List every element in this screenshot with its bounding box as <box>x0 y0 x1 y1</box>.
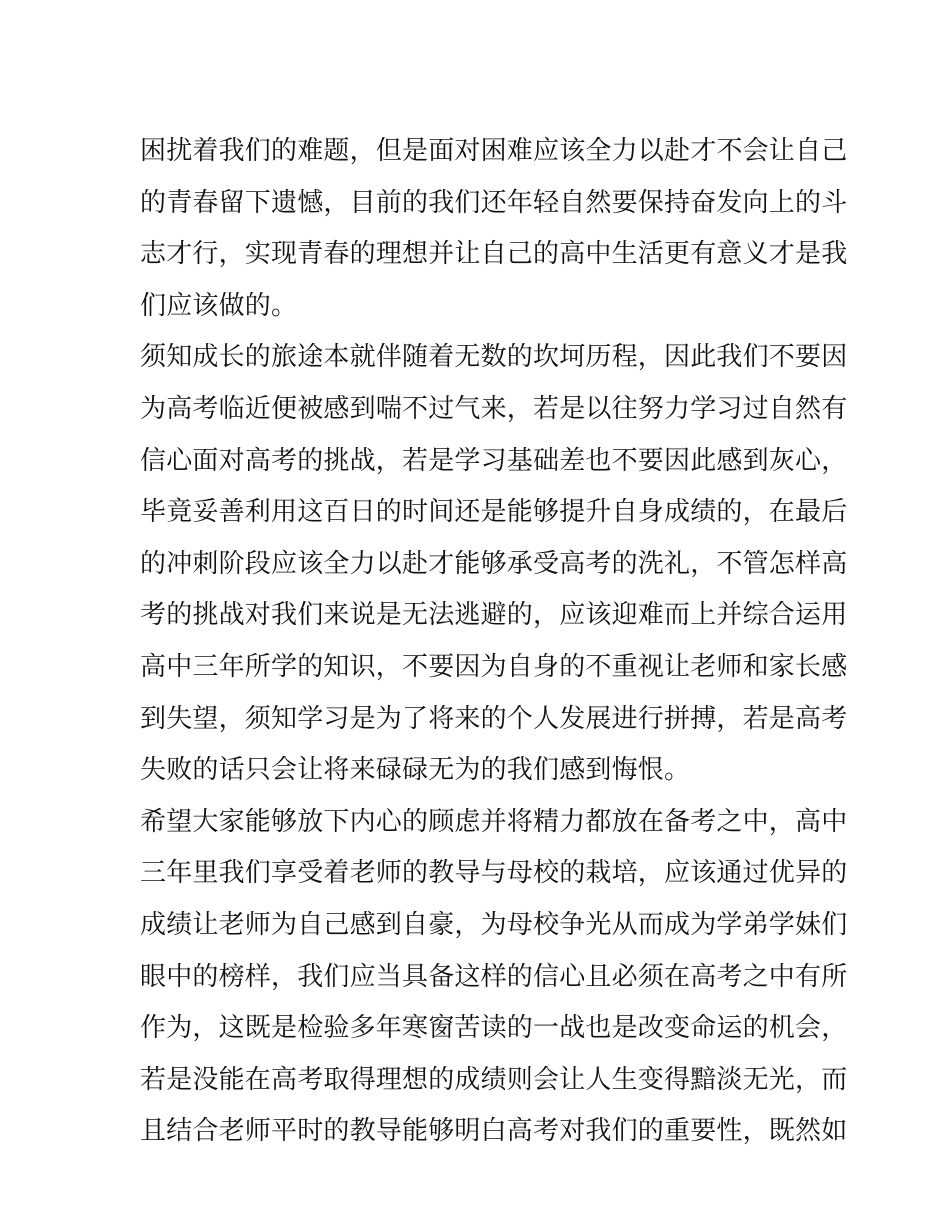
text-line: 信心面对高考的挑战，若是学习基础差也不要因此感到灰心， <box>140 445 848 476</box>
text-line: 考的挑战对我们来说是无法逃避的，应该迎难而上并综合运用 <box>140 600 848 631</box>
body-text <box>140 126 848 1158</box>
text-line: 们应该做的。 <box>140 290 298 321</box>
text-line: 且结合老师平时的教导能够明白高考对我们的重要性，既然如 <box>140 1116 848 1147</box>
text-line: 为高考临近便被感到喘不过气来，若是以往努力学习过自然有 <box>140 393 848 424</box>
text-line: 高中三年所学的知识，不要因为自身的不重视让老师和家长感 <box>140 651 848 682</box>
text-line: 作为，这既是检验多年寒窗苦读的一战也是改变命运的机会， <box>140 1013 848 1044</box>
text-line: 希望大家能够放下内心的顾虑并将精力都放在备考之中，高中 <box>140 806 848 837</box>
text-line: 的冲刺阶段应该全力以赴才能够承受高考的洗礼，不管怎样高 <box>140 548 848 579</box>
text-line: 须知成长的旅途本就伴随着无数的坎坷历程，因此我们不要因 <box>140 342 848 373</box>
text-line: 到失望，须知学习是为了将来的个人发展进行拼搏，若是高考 <box>140 703 848 734</box>
text-line: 的青春留下遗憾，目前的我们还年轻自然要保持奋发向上的斗 <box>140 187 848 218</box>
text-line: 三年里我们享受着老师的教导与母校的栽培，应该通过优异的 <box>140 858 848 889</box>
text-line: 志才行，实现青春的理想并让自己的高中生活更有意义才是我 <box>140 239 848 270</box>
text-line: 困扰着我们的难题，但是面对困难应该全力以赴才不会让自己 <box>140 136 848 166</box>
text-line: 毕竟妥善利用这百日的时间还是能够提升自身成绩的，在最后 <box>140 497 848 528</box>
text-line: 失败的话只会让将来碌碌无为的我们感到悔恨。 <box>140 755 691 786</box>
text-line: 若是没能在高考取得理想的成绩则会让人生变得黯淡无光，而 <box>140 1064 848 1095</box>
text-line: 眼中的榜样，我们应当具备这样的信心且必须在高考之中有所 <box>140 961 848 992</box>
text-line: 成绩让老师为自己感到自豪，为母校争光从而成为学弟学妹们 <box>140 909 848 940</box>
